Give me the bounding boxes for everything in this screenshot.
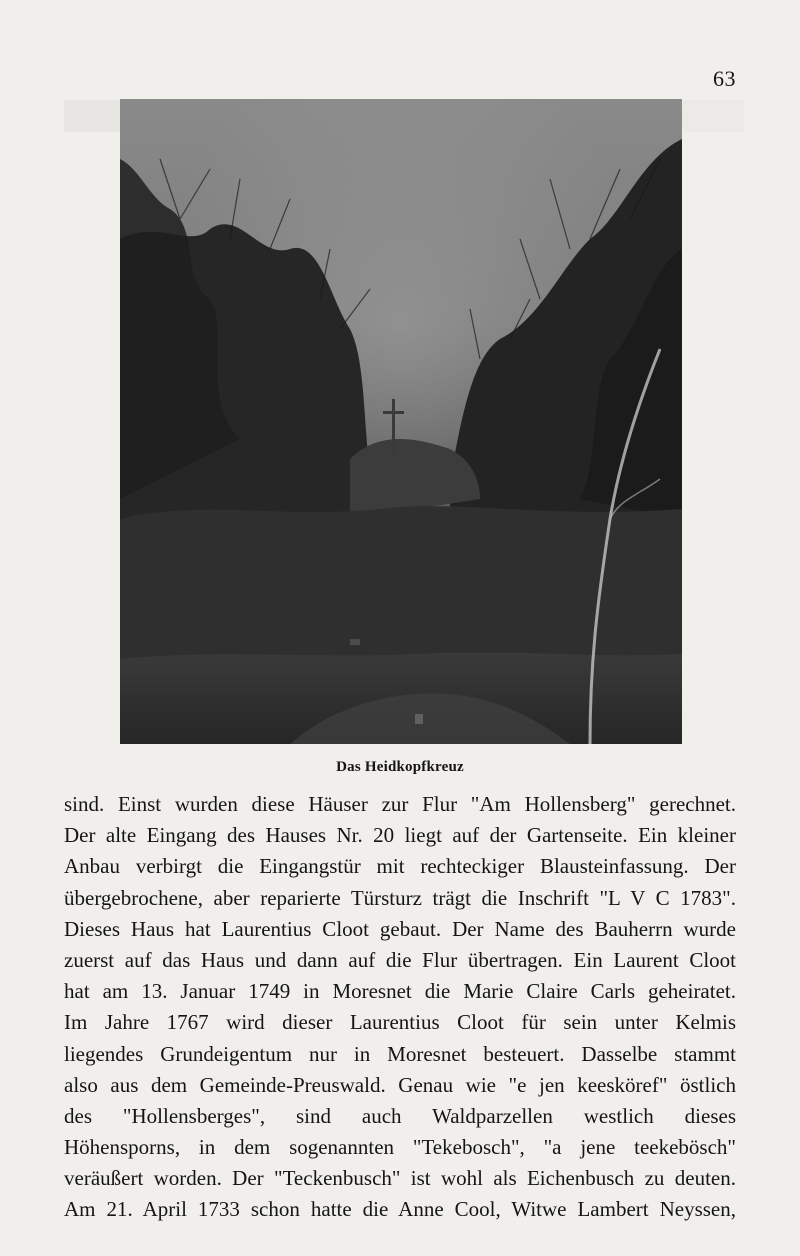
page-number: 63 bbox=[713, 66, 736, 91]
body-line: Der alte Eingang des Hauses Nr. 20 liegt auf der Gartenseite. Ein kleiner bbox=[64, 823, 736, 848]
body-line: Höhensporns, in dem sogenannten "Tekebosch", "a jene teekebösch" bbox=[64, 1135, 736, 1160]
body-line: Dieses Haus hat Laurentius Cloot gebaut. Der Name des Bauherrn wurde bbox=[64, 916, 736, 941]
body-line: also aus dem Gemeinde-Preuswald. Genau wie "e jen keesköref" östlich bbox=[64, 1072, 736, 1097]
body-line: hat am 13. Januar 1749 in Moresnet die Marie Claire Carls geheiratet. bbox=[64, 979, 736, 1004]
body-line: Am 21. April 1733 schon hatte die Anne Cool, Witwe Lambert Neyssen, bbox=[64, 1197, 736, 1222]
body-line: Im Jahre 1767 wird dieser Laurentius Cloot für sein unter Kelmis bbox=[64, 1010, 736, 1035]
body-line: liegendes Grundeigentum nur in Moresnet besteuert. Dasselbe stammt bbox=[64, 1041, 736, 1066]
body-text bbox=[64, 789, 736, 1226]
body-line: zuerst auf das Haus und dann auf die Flur übertragen. Ein Laurent Cloot bbox=[64, 947, 736, 972]
body-line: sind. Einst wurden diese Häuser zur Flur "Am Hollensberg" gerechnet. bbox=[64, 792, 736, 816]
body-line: veräußert worden. Der "Teckenbusch" ist wohl als Eichenbusch zu deuten. bbox=[64, 1166, 736, 1191]
body-line: Anbau verbirgt die Eingangstür mit rechteckiger Blausteinfassung. Der bbox=[64, 854, 736, 879]
body-line: des "Hollensberges", sind auch Waldparzellen westlich dieses bbox=[64, 1103, 736, 1128]
figure-caption: Das Heidkopfkreuz bbox=[336, 759, 464, 775]
body-line: übergebrochene, aber reparierte Türsturz trägt die Inschrift "L V C 1783". bbox=[64, 885, 736, 910]
heidkopfkreuz-photo bbox=[120, 99, 682, 744]
